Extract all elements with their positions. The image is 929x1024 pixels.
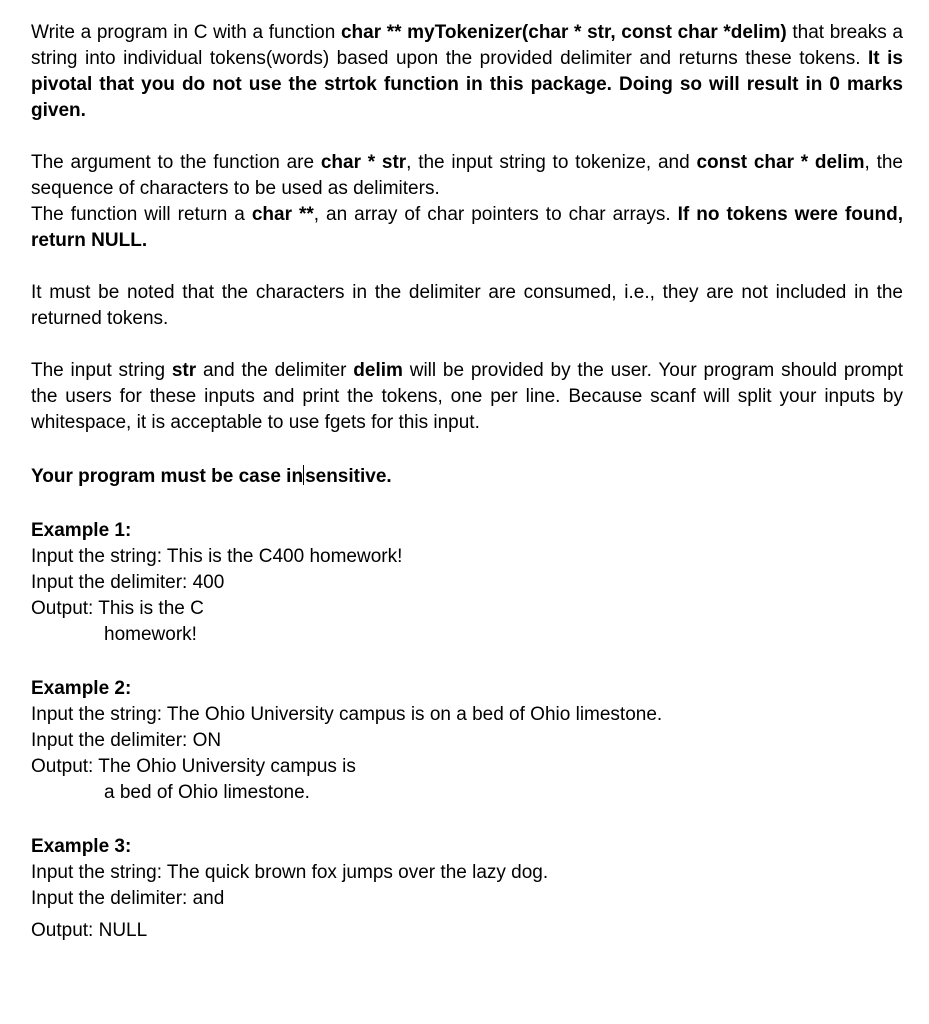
example-input-string: Input the string: This is the C400 homework! (31, 546, 403, 567)
example-2 (31, 676, 903, 806)
example-heading: Example 1: (31, 520, 132, 541)
example-output-continued: a bed of Ohio limestone. (104, 782, 310, 803)
example-input-string: Input the string: The Ohio University campus is on a bed of Ohio limestone. (31, 704, 663, 725)
args-text-2: , the input string to tokenize, and (406, 152, 697, 173)
arguments-paragraph (31, 150, 903, 254)
delim-term: delim (353, 360, 403, 381)
example-1 (31, 518, 903, 648)
case-rule-part-2: sensitive. (305, 466, 392, 487)
spacer (31, 806, 903, 834)
return-text-2: , an array of char pointers to char arrays. (313, 204, 678, 225)
return-text-1: The function will return a (31, 204, 252, 225)
args-text-3: , the sequence of characters to be used as delimiters. (31, 152, 903, 199)
example-output-continued: homework! (104, 624, 197, 645)
args-text-1: The argument to the function are (31, 152, 321, 173)
example-input-string: Input the string: The quick brown fox jumps over the lazy dog. (31, 862, 549, 883)
spacer (31, 490, 903, 518)
case-insensitive-paragraph (31, 464, 903, 490)
return-type: char ** (251, 204, 314, 225)
case-rule (31, 466, 392, 487)
consumed-note-text: It must be noted that the characters in the delimiter are consumed, i.e., they are not included in the returned tokens. (31, 282, 903, 329)
null-rule: If no tokens were found, return NULL. (31, 204, 903, 251)
arg-str: char * str (320, 152, 407, 173)
document-page (31, 20, 903, 944)
case-rule-part-1: Your program must be case in (31, 466, 304, 487)
example-heading: Example 3: (31, 836, 132, 857)
input-instructions-paragraph (31, 358, 903, 436)
input-text-3: will be provided by the user. Your program should prompt the users for these inputs and print the tokens, one per line. Because scanf will split your inputs by whitespace, it is acceptable to use fgets for this input. (31, 360, 904, 433)
example-input-delimiter: Input the delimiter: ON (31, 730, 222, 751)
text-cursor (303, 465, 304, 485)
example-3 (31, 834, 903, 944)
example-input-delimiter: Input the delimiter: and (31, 888, 225, 909)
spacer (31, 332, 903, 358)
intro-paragraph (31, 20, 903, 124)
function-signature: char ** myTokenizer(char * str, const char *delim) (340, 22, 787, 43)
example-input-delimiter: Input the delimiter: 400 (31, 572, 225, 593)
str-term: str (171, 360, 197, 381)
example-heading: Example 2: (31, 678, 132, 699)
spacer (31, 254, 903, 280)
spacer (31, 436, 903, 464)
example-output: Output: NULL (31, 920, 148, 941)
example-output: Output: The Ohio University campus is (31, 756, 356, 777)
consumed-note-paragraph (31, 280, 903, 332)
strtok-warning: It is pivotal that you do not use the strtok function in this package. Doing so will result in 0 marks given. (31, 48, 903, 121)
arg-delim: const char * delim (696, 152, 865, 173)
intro-text-1: Write a program in C with a function (31, 22, 341, 43)
input-text-1: The input string (31, 360, 172, 381)
intro-text-2: that breaks a string into individual tokens(words) based upon the provided delimiter and returns these tokens. (31, 22, 903, 69)
example-output: Output: This is the C (31, 598, 204, 619)
spacer (31, 124, 903, 150)
spacer (31, 648, 903, 676)
input-text-2: and the delimiter (196, 360, 354, 381)
